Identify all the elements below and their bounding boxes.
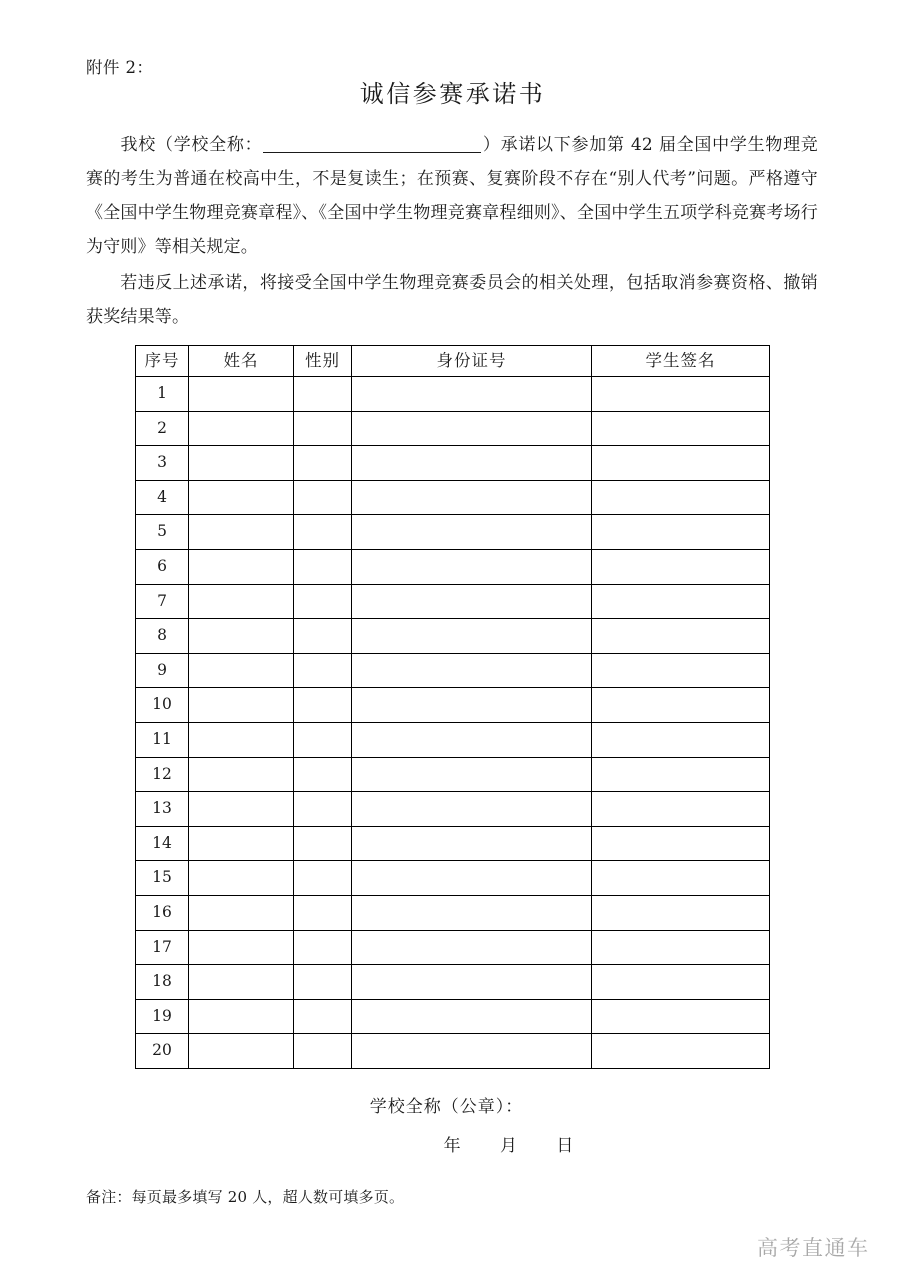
cell-index: 3 <box>136 446 189 481</box>
remark-note: 备注：每页最多填写 20 人，超人数可填多页。 <box>86 1188 405 1206</box>
column-header-name: 姓名 <box>189 346 294 377</box>
cell-id-number[interactable] <box>352 792 592 827</box>
cell-index: 17 <box>136 930 189 965</box>
cell-signature[interactable] <box>592 411 770 446</box>
cell-name[interactable] <box>189 515 294 550</box>
date-month-label: 月 <box>500 1136 517 1156</box>
cell-id-number[interactable] <box>352 861 592 896</box>
cell-signature[interactable] <box>592 480 770 515</box>
school-seal-label: 学校全称（公章）： <box>369 1097 524 1117</box>
cell-sex[interactable] <box>294 757 352 792</box>
table-row <box>136 861 770 896</box>
table-row <box>136 999 770 1034</box>
cell-name[interactable] <box>189 446 294 481</box>
student-roster <box>135 345 769 1069</box>
cell-id-number[interactable] <box>352 446 592 481</box>
cell-index: 4 <box>136 480 189 515</box>
table-row <box>136 792 770 827</box>
cell-signature[interactable] <box>592 757 770 792</box>
cell-name[interactable] <box>189 584 294 619</box>
cell-sex[interactable] <box>294 619 352 654</box>
table-row <box>136 549 770 584</box>
cell-sex[interactable] <box>294 688 352 723</box>
cell-id-number[interactable] <box>352 515 592 550</box>
cell-name[interactable] <box>189 965 294 1000</box>
column-header-signature: 学生签名 <box>592 346 770 377</box>
cell-id-number[interactable] <box>352 826 592 861</box>
cell-id-number[interactable] <box>352 965 592 1000</box>
cell-name[interactable] <box>189 861 294 896</box>
cell-name[interactable] <box>189 826 294 861</box>
cell-name[interactable] <box>189 549 294 584</box>
cell-sex[interactable] <box>294 515 352 550</box>
cell-signature[interactable] <box>592 999 770 1034</box>
cell-id-number[interactable] <box>352 377 592 412</box>
cell-signature[interactable] <box>592 515 770 550</box>
cell-signature[interactable] <box>592 965 770 1000</box>
roster-table <box>135 345 770 1069</box>
cell-signature[interactable] <box>592 619 770 654</box>
cell-name[interactable] <box>189 411 294 446</box>
paragraph-commitment <box>86 128 818 264</box>
cell-id-number[interactable] <box>352 722 592 757</box>
cell-id-number[interactable] <box>352 549 592 584</box>
cell-id-number[interactable] <box>352 688 592 723</box>
table-row <box>136 446 770 481</box>
cell-signature[interactable] <box>592 895 770 930</box>
cell-id-number[interactable] <box>352 584 592 619</box>
column-header-index: 序号 <box>136 346 189 377</box>
cell-sex[interactable] <box>294 792 352 827</box>
cell-id-number[interactable] <box>352 999 592 1034</box>
table-row <box>136 895 770 930</box>
paragraph-penalty <box>86 266 818 334</box>
cell-signature[interactable] <box>592 826 770 861</box>
table-row <box>136 411 770 446</box>
cell-index: 7 <box>136 584 189 619</box>
cell-sex[interactable] <box>294 826 352 861</box>
cell-signature[interactable] <box>592 446 770 481</box>
cell-index: 12 <box>136 757 189 792</box>
table-row <box>136 619 770 654</box>
date-line <box>0 1131 905 1156</box>
cell-index: 10 <box>136 688 189 723</box>
cell-sex[interactable] <box>294 930 352 965</box>
cell-name[interactable] <box>189 895 294 930</box>
cell-id-number[interactable] <box>352 653 592 688</box>
cell-name[interactable] <box>189 653 294 688</box>
cell-sex[interactable] <box>294 549 352 584</box>
table-row <box>136 722 770 757</box>
cell-sex[interactable] <box>294 480 352 515</box>
cell-index: 14 <box>136 826 189 861</box>
cell-id-number[interactable] <box>352 411 592 446</box>
table-row <box>136 688 770 723</box>
date-fields <box>315 1131 591 1156</box>
cell-name[interactable] <box>189 722 294 757</box>
cell-id-number[interactable] <box>352 1034 592 1069</box>
table-row <box>136 515 770 550</box>
attachment-label: 附件 2： <box>86 58 154 77</box>
cell-name[interactable] <box>189 688 294 723</box>
cell-sex[interactable] <box>294 861 352 896</box>
cell-name[interactable] <box>189 480 294 515</box>
cell-index: 11 <box>136 722 189 757</box>
cell-id-number[interactable] <box>352 480 592 515</box>
cell-signature[interactable] <box>592 549 770 584</box>
cell-name[interactable] <box>189 930 294 965</box>
cell-name[interactable] <box>189 792 294 827</box>
cell-signature[interactable] <box>592 688 770 723</box>
cell-sex[interactable] <box>294 999 352 1034</box>
cell-sex[interactable] <box>294 411 352 446</box>
table-row <box>136 1034 770 1069</box>
page-title: 诚信参赛承诺书 <box>359 80 546 108</box>
paragraph-1-lead: 我校（学校全称： <box>120 135 263 155</box>
table-row <box>136 653 770 688</box>
cell-index: 6 <box>136 549 189 584</box>
column-header-sex: 性别 <box>294 346 352 377</box>
cell-name[interactable] <box>189 1034 294 1069</box>
cell-index: 15 <box>136 861 189 896</box>
cell-signature[interactable] <box>592 861 770 896</box>
cell-sex[interactable] <box>294 722 352 757</box>
cell-index: 1 <box>136 377 189 412</box>
table-row <box>136 584 770 619</box>
cell-index: 5 <box>136 515 189 550</box>
table-header-row <box>136 346 770 377</box>
cell-signature[interactable] <box>592 1034 770 1069</box>
cell-name[interactable] <box>189 377 294 412</box>
cell-sex[interactable] <box>294 584 352 619</box>
school-name-blank[interactable] <box>263 152 481 153</box>
cell-name[interactable] <box>189 757 294 792</box>
cell-id-number[interactable] <box>352 757 592 792</box>
cell-signature[interactable] <box>592 584 770 619</box>
cell-name[interactable] <box>189 619 294 654</box>
paragraph-1-tail: ）承诺以下参加第 42 届全国中学生物理竞赛的考生为普通在校高中生，不是复读生；在预赛、复赛阶段不存在“别人代考”问题。严格遵守《全国中学生物理竞赛章程》、《全国中学生物理竞赛章程细则》、全国中学生五项学科竞赛考场行为守则》等相关规定。 <box>86 135 818 257</box>
cell-signature[interactable] <box>592 722 770 757</box>
cell-id-number[interactable] <box>352 619 592 654</box>
watermark: 高考直通车 <box>757 1236 870 1260</box>
cell-index: 20 <box>136 1034 189 1069</box>
cell-index: 8 <box>136 619 189 654</box>
roster-body <box>136 377 770 1069</box>
cell-index: 9 <box>136 653 189 688</box>
cell-sex[interactable] <box>294 1034 352 1069</box>
cell-index: 13 <box>136 792 189 827</box>
cell-sex[interactable] <box>294 653 352 688</box>
cell-index: 16 <box>136 895 189 930</box>
cell-index: 19 <box>136 999 189 1034</box>
cell-id-number[interactable] <box>352 895 592 930</box>
school-seal-line <box>0 1092 905 1117</box>
table-row <box>136 965 770 1000</box>
body-text <box>86 128 818 334</box>
cell-signature[interactable] <box>592 792 770 827</box>
cell-index: 2 <box>136 411 189 446</box>
cell-sex[interactable] <box>294 446 352 481</box>
column-header-id: 身份证号 <box>352 346 592 377</box>
cell-sex[interactable] <box>294 965 352 1000</box>
date-day-label: 日 <box>556 1136 574 1156</box>
cell-index: 18 <box>136 965 189 1000</box>
cell-sex[interactable] <box>294 895 352 930</box>
cell-signature[interactable] <box>592 377 770 412</box>
cell-id-number[interactable] <box>352 930 592 965</box>
cell-sex[interactable] <box>294 377 352 412</box>
table-row <box>136 377 770 412</box>
date-year-label: 年 <box>443 1136 461 1156</box>
table-row <box>136 826 770 861</box>
cell-name[interactable] <box>189 999 294 1034</box>
cell-signature[interactable] <box>592 653 770 688</box>
cell-signature[interactable] <box>592 930 770 965</box>
paragraph-2-text: 若违反上述承诺，将接受全国中学生物理竞赛委员会的相关处理，包括取消参赛资格、撤销获奖结果等。 <box>86 273 818 327</box>
table-row <box>136 930 770 965</box>
table-row <box>136 480 770 515</box>
table-row <box>136 757 770 792</box>
